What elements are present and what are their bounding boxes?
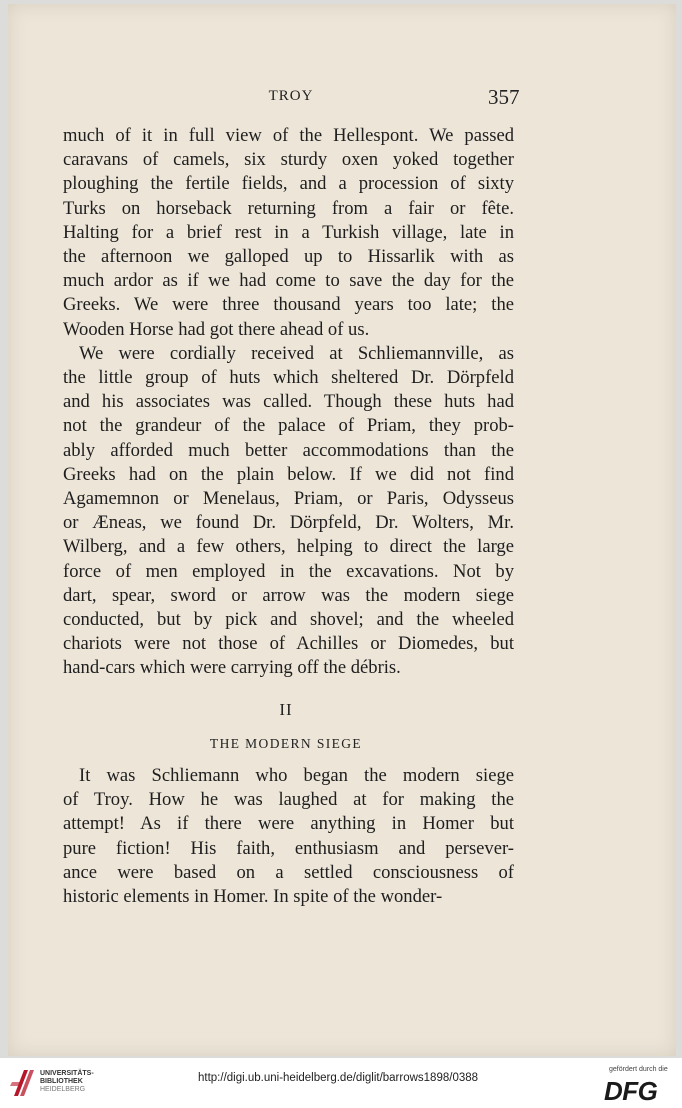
text-line: It was Schliemann who began the modern siege <box>79 765 514 786</box>
text-line: and his associates was called. Though these huts had <box>63 391 514 413</box>
university-library-logo[interactable] <box>10 1066 38 1100</box>
text-line: the afternoon we galloped up to Hissarlik with as <box>63 246 514 268</box>
section-title: THE MODERN SIEGE <box>209 736 363 751</box>
text-line: chariots were not those of Achilles or Diomedes, but <box>63 633 514 655</box>
text-line: Agamemnon or Menelaus, Priam, or Paris, Odysseus <box>63 488 514 510</box>
text-line: conducted, but by pick and shovel; and the wheeled <box>63 609 514 631</box>
text-line: dart, spear, sword or arrow was the modern siege <box>63 584 514 606</box>
text-line: attempt! As if there were anything in Homer but <box>63 813 514 835</box>
text-line: hand-cars which were carrying off the débris. <box>63 657 401 679</box>
text-line: ploughing the fertile fields, and a procession of sixty <box>63 173 514 195</box>
text-line: force of men employed in the excavations. Not by <box>63 560 514 582</box>
text-line: Greeks had on the plain below. If we did not find <box>63 463 514 485</box>
text-line: ance were based on a settled consciousness of <box>63 861 514 883</box>
paragraph <box>63 124 514 342</box>
institution-name: UNIVERSITÄTS- BIBLIOTHEK HEIDELBERG <box>40 1070 94 1093</box>
text-line: of Troy. How he was laughed at for making the <box>63 789 514 811</box>
text-line: Turks on horseback returning from a fair or fête. <box>63 197 514 219</box>
page-number: 357 <box>488 85 520 109</box>
text-line: Halting for a brief rest in a Turkish village, late in <box>63 221 514 243</box>
paragraph <box>63 764 514 909</box>
text-line: Wilberg, and a few others, helping to direct the large <box>63 536 514 558</box>
text-line: caravans of camels, six sturdy oxen yoked together <box>63 149 514 171</box>
funded-by-label: gefördert durch die <box>609 1066 668 1073</box>
text-line: ably afforded much better accommodations than the <box>63 439 514 461</box>
paragraph <box>63 342 514 681</box>
dfg-logo[interactable]: DFG <box>604 1076 658 1106</box>
body-text-top <box>63 124 514 681</box>
text-line: Greeks. We were three thousand years too late; the <box>63 294 514 316</box>
running-head <box>0 85 682 110</box>
text-line: not the grandeur of the palace of Priam, they prob- <box>63 415 514 437</box>
footer-bar <box>0 1058 682 1108</box>
section-number: II <box>279 700 293 719</box>
text-line: much of it in full view of the Hellespont. We passed <box>63 125 514 146</box>
body-text-bottom <box>63 764 514 909</box>
text-line: or Æneas, we found Dr. Dörpfeld, Dr. Wolters, Mr. <box>63 512 514 534</box>
text-line: historic elements in Homer. In spite of the wonder- <box>63 886 443 908</box>
permalink-url[interactable]: http://digi.ub.uni-heidelberg.de/diglit/barrows1898/0388 <box>198 1072 479 1084</box>
text-line: much ardor as if we had come to save the day for the <box>63 270 514 292</box>
text-line: Wooden Horse had got there ahead of us. <box>63 318 370 340</box>
text-line: the little group of huts which sheltered Dr. Dörpfeld <box>63 367 514 389</box>
running-head-title: TROY <box>268 88 314 104</box>
text-line: We were cordially received at Schliemannville, as <box>79 342 514 364</box>
text-line: pure fiction! His faith, enthusiasm and persever- <box>63 837 514 859</box>
